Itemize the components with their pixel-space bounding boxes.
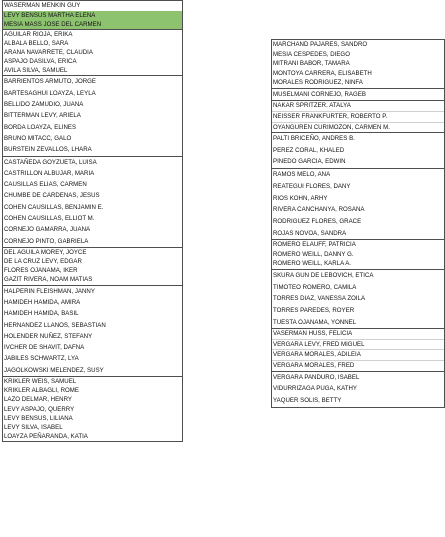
name-row: HAMIDEH HAMIDA, BASIL: [4, 310, 79, 318]
name-row: RODRIGUEZ FLORES, GRACE: [273, 217, 362, 225]
name-row: CORNEJO GAMARRA, JUANA: [4, 226, 91, 234]
name-row: VERGARA PANDURO, ISABEL: [273, 373, 360, 381]
name-row: NAKAR SPRITZER. ATALYA: [272, 101, 444, 112]
name-row: BARTESAGHUI LOAYZA, LEYLA: [4, 89, 96, 97]
name-row: SKURA GUN DE LEBOVICH, ETICA: [273, 271, 374, 279]
name-row: ASPAJO DASILVA, ERICA: [4, 58, 77, 66]
name-group: [271, 88, 445, 102]
name-row: LOAYZA PEÑARANDA, KATIA: [4, 433, 88, 441]
name-row: ROJAS NOVOA, SANDRA: [273, 229, 347, 237]
name-group: [271, 239, 445, 270]
name-row: MONTOYA CARRERA, ELISABETH: [273, 69, 372, 77]
name-row-highlighted: MESIA MASS JOSE DEL CARMEN: [4, 21, 102, 28]
name-group: [271, 328, 445, 371]
name-row: NEISSER FRANKFURTER, ROBERTO P.: [272, 112, 444, 123]
name-group: [271, 132, 445, 169]
name-row: JABILES SCHWARTZ, LYA: [4, 355, 79, 363]
name-row: HOLENDER NUÑEZ, STEFANY: [4, 332, 93, 340]
name-group: [271, 100, 445, 133]
name-row: CASTRILLON ALBUJAR, MARIA: [4, 169, 95, 177]
name-row: FLORES OJANAMA, IKER: [4, 267, 78, 275]
name-row: MARCHAND PAJARES, SANDRO: [273, 41, 368, 48]
left-groups: [2, 29, 183, 443]
name-row: OYANGUREN CURIMOZON, CARMEN M.: [273, 123, 390, 131]
name-group: [2, 285, 183, 377]
name-row: RIVERA CANCHANYA, ROSANA: [273, 206, 365, 214]
name-row: CAUSILLAS ELIAS, CARMEN: [4, 181, 87, 189]
name-row: MUSELMANI CORNEJO, RAGEB: [273, 90, 366, 98]
highlighted-block: [3, 11, 182, 30]
name-row: ROMERO ELAUFF, PATRICIA: [273, 241, 356, 249]
name-row: LAZO DELMAR, HENRY: [4, 396, 72, 404]
name-row: ROMERO WEILL, KARLA A.: [273, 260, 351, 268]
name-group: [271, 39, 445, 89]
name-row: LEVY SILVA, ISABEL: [4, 423, 63, 431]
name-row: BITTERMAN LEVY, ARIELA: [4, 112, 81, 120]
name-row: GAZIT RIVERA, NOAM MATIAS: [4, 276, 93, 284]
name-row: KRIKLER WEIS, SAMUEL: [4, 378, 77, 386]
name-row: IVCHER DE SHAVIT, DAFNA: [4, 344, 85, 352]
name-row: VERGARA LEVY, FRED MIGUEL: [272, 340, 444, 351]
name-row-highlighted: LEVY BENSUS MARTHA ELENA: [4, 11, 96, 19]
name-row: REATEGUI FLORES, DANY: [273, 182, 351, 190]
name-group: [2, 29, 183, 77]
name-row: BARRIENTOS ARMUTO, JORGE: [4, 78, 97, 86]
name-row: ARANA NAVARRETE, CLAUDIA: [4, 48, 93, 56]
name-row: LEVY ASPAJO, QUERRY: [4, 405, 75, 413]
name-row: TORRES DIAZ, VANESSA ZOILA: [273, 295, 366, 303]
name-row: DEL AGUILA MOREY, JOYCE: [4, 248, 87, 256]
name-row: VERGARA MORALES, FRED: [273, 361, 355, 369]
name-row: RAMOS MELO, ANA: [273, 171, 331, 179]
name-group: [271, 269, 445, 329]
name-row: TIMOTEO ROMERO, CAMILA: [273, 283, 357, 291]
name-row: VIDURRIZAGA PUGA, KATHY: [273, 385, 357, 393]
name-row: DE LA CRUZ LEVY, EDGAR: [4, 258, 82, 266]
name-row: PINEDO GARCIA, EDWIN: [273, 158, 346, 166]
name-group: [2, 376, 183, 442]
name-row: COHEN CAUSILLAS, BENJAMIN E.: [4, 203, 104, 211]
name-row: JAGOLKOWSKI MELENDEZ, SUSY: [4, 366, 104, 374]
name-row: BORDA LOAYZA, ELINES: [4, 123, 77, 131]
name-group: [271, 371, 445, 408]
name-group: [2, 75, 183, 156]
name-row: HAMIDEH HAMIDA, AMIRA: [4, 298, 81, 306]
name-row: HERNANDEZ LLANOS, SEBASTIAN: [4, 321, 106, 329]
name-row: CHUMBE DE CARDENAS, JESUS: [4, 192, 100, 200]
name-row: VERGARA MORALES, ADILEIA: [272, 350, 444, 361]
name-row: MORALES RODRIGUEZ, NINFA: [273, 79, 363, 87]
name-row: PEREZ CORAL, KHALED: [273, 146, 345, 154]
left-name-column: [2, 0, 183, 442]
name-row: TUESTA OJANAMA, YONNEL: [273, 318, 357, 326]
name-row: AGUILAR RIOJA, ERIKA: [4, 30, 73, 38]
name-row: LEVY BENSUS, LILIANA: [4, 414, 73, 422]
name-row: ALBALA BELLO, SARA: [4, 39, 69, 47]
name-row: YAQUER SOLIS, BETTY: [273, 396, 342, 404]
name-group: [271, 168, 445, 240]
name-row: BURSTEIN ZEVALLOS, LHARA: [4, 146, 92, 154]
name-row: BRUNO MITACC, GALO: [4, 134, 72, 142]
name-row: PALTI BRICEÑO, ANDRES B.: [273, 135, 355, 143]
name-row: ROMERO WEILL, DANNY G.: [273, 250, 354, 258]
name-row: HALPERIN FLEISHMAN, JANNY: [4, 287, 95, 295]
name-row: KRIKLER ALBAGLI, ROME: [4, 387, 79, 395]
name-group: [2, 247, 183, 286]
name-row: COHEN CAUSILLAS, ELLIOT M.: [4, 215, 95, 222]
name-row: CASTAÑEDA GOYZUETA, LUISA: [4, 158, 97, 166]
highlighted-names-box: [2, 0, 183, 30]
name-row: VASERMAN HUSS, FELICIA: [272, 329, 444, 340]
right-name-column: [271, 40, 445, 408]
name-row: MESIA CESPEDES, DIEGO: [273, 50, 350, 58]
name-row: MITRANI BABOR, TAMARA: [273, 60, 350, 68]
name-group: [2, 156, 183, 248]
name-row: RIOS KOHN, ARHY: [273, 194, 328, 202]
name-row: CORNEJO PINTO, GABRIELA: [4, 237, 89, 245]
name-row: AVILA SILVA, SAMUEL: [4, 67, 68, 75]
name-row: BELLIDO ZAMUDIO, JUANA: [4, 101, 84, 109]
name-row: WASERMAN MENKIN GUY: [4, 2, 81, 9]
name-row: TORRES PAREDES, ROYER: [273, 306, 355, 314]
right-groups: [271, 39, 445, 408]
